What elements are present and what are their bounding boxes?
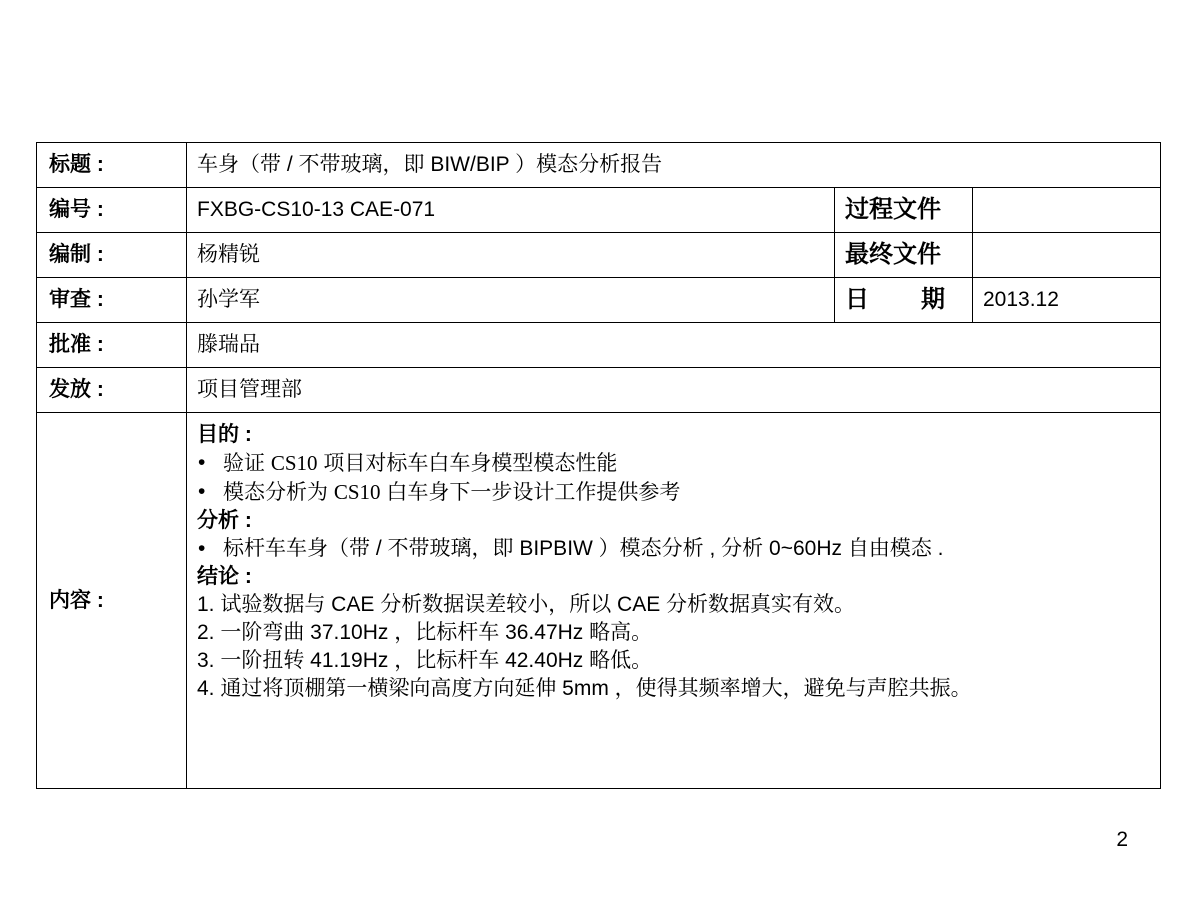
purpose-heading: 目的 : xyxy=(197,423,252,446)
purpose-item-text: 项目对标车白车身模型模态性能 xyxy=(317,452,618,475)
report-info-table xyxy=(36,142,1161,789)
final-file-label: 最终文件 xyxy=(835,233,973,278)
purpose-item-code: CS10 xyxy=(333,480,381,504)
issue-row xyxy=(37,368,1161,413)
number-value: FXBG-CS10-13 CAE-071 xyxy=(187,188,835,233)
conclusion-item: 1. 试验数据与 CAE 分析数据误差较小，所以 CAE 分析数据真实有效。 xyxy=(197,593,856,616)
date-label-char-2: 期 xyxy=(921,285,945,313)
issue-label: 发放 : xyxy=(37,368,187,413)
purpose-item-text: 验证 xyxy=(223,452,271,475)
date-value: 2013.12 xyxy=(973,278,1161,323)
purpose-item xyxy=(197,478,1150,507)
conclusion-heading: 结论 : xyxy=(197,565,252,588)
final-file-value xyxy=(973,233,1161,278)
prepared-label: 编制 : xyxy=(37,233,187,278)
conclusion-item: 3. 一阶扭转 41.19Hz ，比标杆车 42.40Hz 略低。 xyxy=(197,649,653,672)
title-row xyxy=(37,143,1161,188)
issue-value: 项目管理部 xyxy=(187,368,1161,413)
review-value: 孙学军 xyxy=(187,278,835,323)
approve-value: 滕瑞品 xyxy=(187,323,1161,368)
conclusion-item: 2. 一阶弯曲 37.10Hz ，比标杆车 36.47Hz 略高。 xyxy=(197,621,653,644)
content-label: 内容 : xyxy=(37,413,187,789)
approve-row xyxy=(37,323,1161,368)
number-row xyxy=(37,188,1161,233)
date-label-char-1: 日 xyxy=(845,285,869,313)
analysis-item: • 标杆车车身（带 / 不带玻璃，即 BIPBIW ）模态分析 , 分析 0~60Hz 自由模态 . xyxy=(197,535,1150,563)
prepared-row xyxy=(37,233,1161,278)
purpose-item xyxy=(197,449,1150,478)
content-row xyxy=(37,413,1161,789)
process-file-label: 过程文件 xyxy=(835,188,973,233)
review-label: 审查 : xyxy=(37,278,187,323)
prepared-value: 杨精锐 xyxy=(187,233,835,278)
purpose-item-text: 模态分析为 xyxy=(223,481,334,504)
conclusion-item: 4. 通过将顶棚第一横梁向高度方向延伸 5mm ，使得其频率增大，避免与声腔共振。 xyxy=(197,677,972,700)
number-label: 编号 : xyxy=(37,188,187,233)
page-number: 2 xyxy=(1116,828,1128,851)
analysis-heading: 分析 : xyxy=(197,509,252,532)
title-value: 车身（带 / 不带玻璃，即 BIW/BIP ）模态分析报告 xyxy=(187,143,1161,188)
title-label: 标题 : xyxy=(37,143,187,188)
date-label xyxy=(835,278,973,323)
purpose-item-text: 白车身下一步设计工作提供参考 xyxy=(380,481,681,504)
process-file-value xyxy=(973,188,1161,233)
content-body xyxy=(187,413,1161,789)
purpose-item-code: CS10 xyxy=(270,451,318,475)
review-row xyxy=(37,278,1161,323)
approve-label: 批准 : xyxy=(37,323,187,368)
